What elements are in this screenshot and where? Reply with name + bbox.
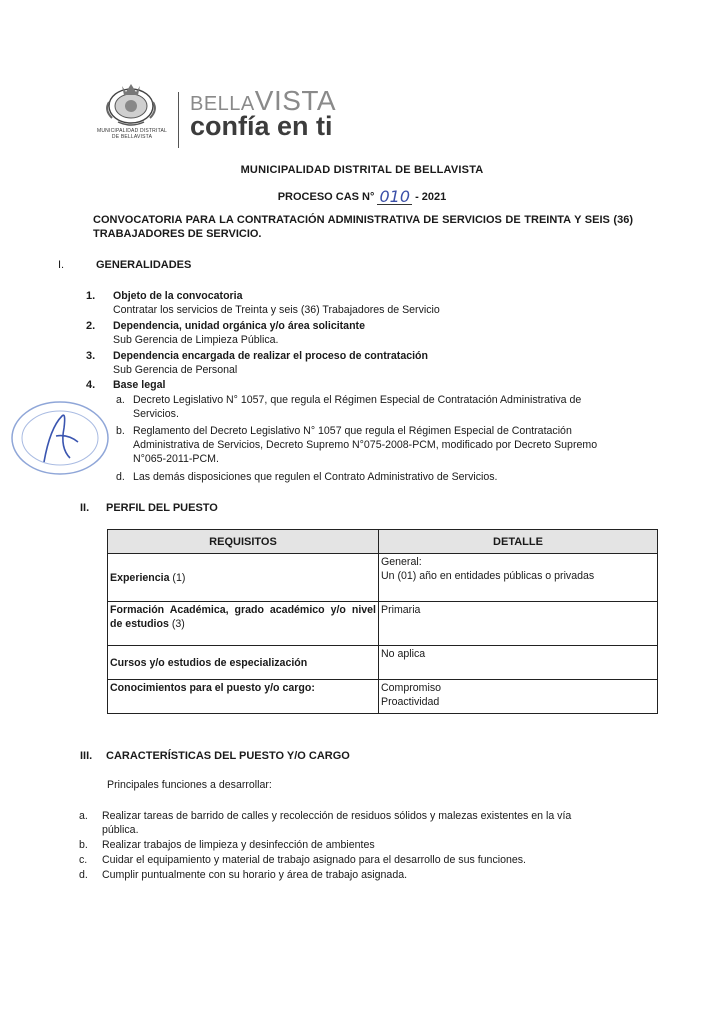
item-2-title: Dependencia, unidad orgánica y/o área solicitante xyxy=(113,320,365,332)
header-detalle: DETALLE xyxy=(379,530,658,554)
base-legal-b-letter: b. xyxy=(116,425,125,437)
item-1-title: Objeto de la convocatoria xyxy=(113,290,243,302)
brand-vista: VISTA xyxy=(254,85,337,116)
document-title: MUNICIPALIDAD DISTRITAL DE BELLAVISTA xyxy=(240,164,484,176)
requisito-label: Formación Académica, grado académico y/o nivel de estudios xyxy=(110,604,376,630)
base-legal-a-line1: Decreto Legislativo N° 1057, que regula el Régimen Especial de Contratación Administrativa de xyxy=(133,394,582,406)
base-legal-a-line2: Servicios. xyxy=(133,408,179,420)
perfil-table xyxy=(107,529,658,714)
detalle-line: Primaria xyxy=(381,604,421,616)
funcion-d-line1: Cumplir puntualmente con su horario y área de trabajo asignada. xyxy=(102,869,408,881)
funcion-b-letter: b. xyxy=(79,839,88,851)
detalle-line: No aplica xyxy=(381,648,426,660)
crest-caption-line2: DE BELLAVISTA xyxy=(111,134,153,140)
section-1-numeral: I. xyxy=(58,259,65,271)
item-4-title: Base legal xyxy=(113,379,166,391)
municipal-stamp-signature xyxy=(4,398,116,478)
crest-caption xyxy=(84,128,180,140)
municipal-crest-logo xyxy=(100,80,162,128)
requisito-cell xyxy=(108,554,379,602)
funcion-c-line1: Cuidar el equipamiento y material de trabajo asignado para el desarrollo de sus funciones. xyxy=(102,854,527,866)
section-1-heading xyxy=(58,259,191,271)
detalle-cell xyxy=(379,680,658,714)
detalle-cell xyxy=(379,602,658,646)
section-2-numeral: II. xyxy=(80,502,90,514)
base-legal-d-line1: Las demás disposiciones que regulen el Contrato Administrativo de Servicios. xyxy=(133,471,498,483)
brand-bella: BELLA xyxy=(190,93,255,115)
base-legal-b-line2: Administrativa de Servicios, Decreto Supremo N°075-2008-PCM, modificado por Decreto Supremo xyxy=(133,439,598,451)
item-3-number: 3. xyxy=(86,350,96,362)
proceso-prefix: PROCESO CAS N° xyxy=(277,191,375,203)
base-legal-b-line1: Reglamento del Decreto Legislativo N° 1057 que regula el Régimen Especial de Contratación xyxy=(133,425,572,437)
section-2-title: PERFIL DEL PUESTO xyxy=(106,502,218,514)
crest-caption-line1: MUNICIPALIDAD DISTRITAL xyxy=(97,128,167,134)
section-1-title: GENERALIDADES xyxy=(96,259,192,271)
brand-slogan: confía en ti xyxy=(190,111,333,141)
base-legal-d-letter: d. xyxy=(116,471,125,483)
funcion-c-letter: c. xyxy=(79,854,88,866)
requisito-cell xyxy=(108,646,379,680)
proceso-line xyxy=(0,187,724,206)
item-2-text: Sub Gerencia de Limpieza Pública. xyxy=(113,334,279,346)
funcion-a-line1: Realizar tareas de barrido de calles y recolección de residuos sólidos y malezas existentes en la vía xyxy=(102,810,572,822)
section-3-title: CARACTERÍSTICAS DEL PUESTO Y/O CARGO xyxy=(106,750,350,762)
requisito-cell xyxy=(108,680,379,714)
requisito-note: (3) xyxy=(168,618,185,630)
base-legal-b-line3: N°065-2011-PCM. xyxy=(133,453,219,465)
proceso-number: 010 xyxy=(379,187,411,206)
item-3-title: Dependencia encargada de realizar el proceso de contratación xyxy=(113,350,428,362)
detalle-cell xyxy=(379,646,658,680)
section-3-heading xyxy=(80,750,350,762)
section-2-heading xyxy=(80,502,218,514)
requisito-label: Cursos y/o estudios de especialización xyxy=(110,656,308,669)
section-3-intro: Principales funciones a desarrollar: xyxy=(107,779,272,791)
table-row xyxy=(108,680,658,714)
item-3-text: Sub Gerencia de Personal xyxy=(113,364,238,376)
section-3-numeral: III. xyxy=(80,750,93,762)
convocatoria-heading: CONVOCATORIA PARA LA CONTRATACIÓN ADMINISTRATIVA DE SERVICIOS DE TREINTA Y SEIS (36) TRABAJADORES DE SERVICIO. xyxy=(93,214,633,240)
detalle-line: Proactividad xyxy=(381,696,440,708)
item-1-number: 1. xyxy=(86,290,96,302)
detalle-line: General: xyxy=(381,556,422,568)
item-1-text: Contratar los servicios de Treinta y seis (36) Trabajadores de Servicio xyxy=(113,304,440,316)
funcion-a-line2: pública. xyxy=(102,824,139,836)
funcion-b-line1: Realizar trabajos de limpieza y desinfección de ambientes xyxy=(102,839,375,851)
detalle-line: Compromiso xyxy=(381,682,442,694)
header-requisitos: REQUISITOS xyxy=(108,530,379,554)
requisito-note: (1) xyxy=(169,571,186,584)
requisito-label: Experiencia xyxy=(110,571,170,584)
table-header-row xyxy=(108,530,658,554)
table-row xyxy=(108,602,658,646)
detalle-line: Un (01) año en entidades públicas o privadas xyxy=(381,570,595,582)
table-row xyxy=(108,646,658,680)
requisito-label: Conocimientos para el puesto y/o cargo: xyxy=(110,682,315,694)
item-4-number: 4. xyxy=(86,379,96,391)
item-2-number: 2. xyxy=(86,320,96,332)
header-divider xyxy=(178,92,179,148)
base-legal-a-letter: a. xyxy=(116,394,125,406)
funcion-a-letter: a. xyxy=(79,810,88,822)
detalle-cell xyxy=(379,554,658,602)
requisito-cell xyxy=(108,602,379,646)
table-row xyxy=(108,554,658,602)
funcion-d-letter: d. xyxy=(79,869,88,881)
proceso-suffix: - 2021 xyxy=(415,191,447,203)
